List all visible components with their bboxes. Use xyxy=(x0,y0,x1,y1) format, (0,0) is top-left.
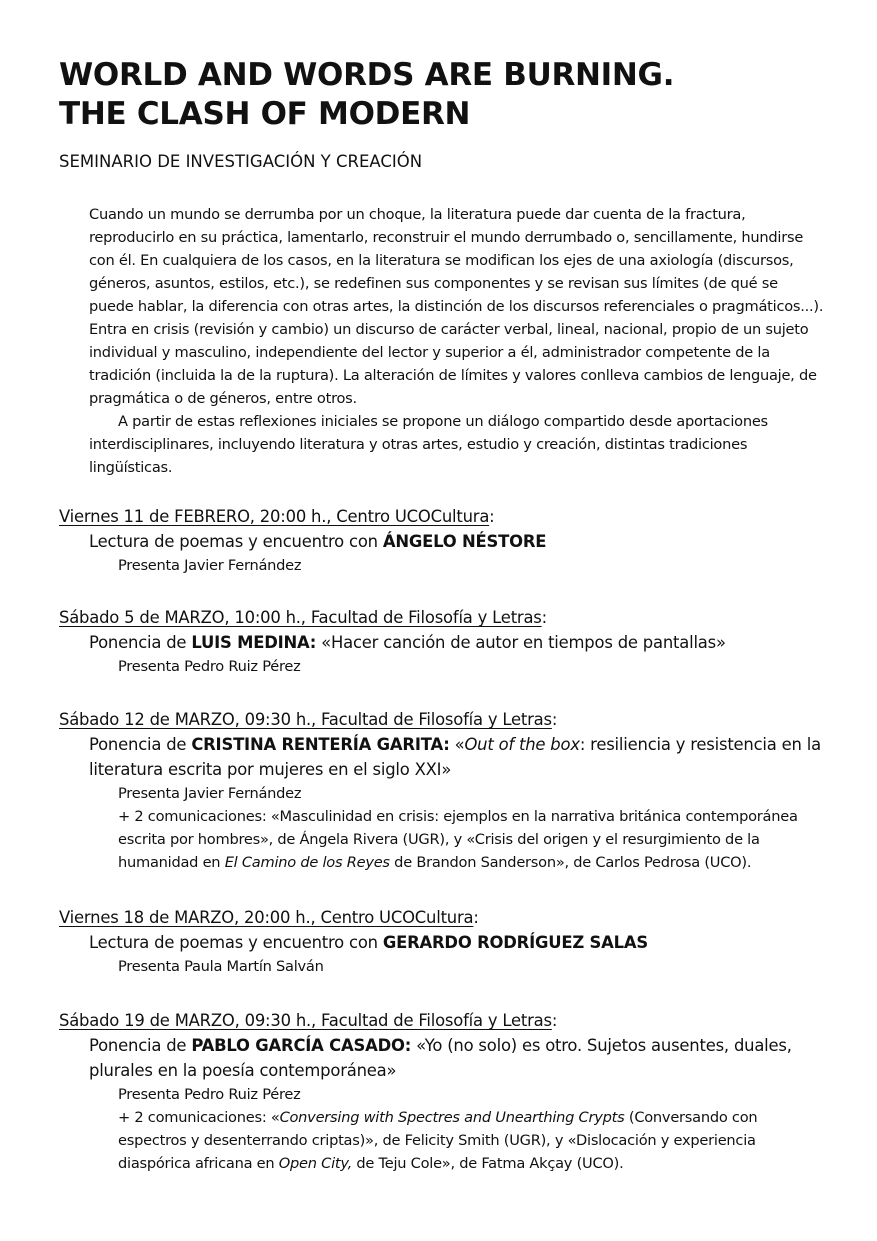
intro-paragraph-1: Cuando un mundo se derrumba por un choque, la literatura puede dar cuenta de la fractura, reproducirlo en su práctica, lamentarlo, reconstruir el mundo derrumbado o, sencillamente, hundirse con él. En cualquiera de los casos, en la literatura se modifican los ejes de una axiología (discursos, géneros, asuntos, estilos, etc.), se redefinen sus componentes y se revisan sus límites (de qué se puede hablar, la diferencia con otras artes, la distinción de los discursos referenciales o pragmáticos...). Entra en crisis (revisión y cambio) un discurso de carácter verbal, lineal, nacional, propio de un sujeto individual y masculino, independiente del lector y superior a él, administrador competente de la tradición (incluida la de la ruptura). La alteración de límites y valores conlleva cambios de lenguaje, de pragmática o de géneros, entre otros. xyxy=(89,206,824,407)
comms-italic-title-2: Open City, xyxy=(278,1155,353,1172)
event-talk-open: « xyxy=(449,735,465,754)
event-date: Sábado 12 de MARZO, 09:30 h., Facultad de Filosofía y Letras xyxy=(59,710,552,729)
comms-text-b: de Brandon Sanderson», de Carlos Pedrosa (UCO). xyxy=(389,854,752,871)
event-details xyxy=(118,655,829,678)
event-talk-title: «Hacer canción de autor en tiempos de pantallas» xyxy=(316,633,726,652)
event-date: Sábado 5 de MARZO, 10:00 h., Facultad de Filosofía y Letras xyxy=(59,608,542,627)
event-guest-name: PABLO GARCÍA CASADO: xyxy=(191,1036,412,1055)
title-line-2: THE CLASH OF MODERN xyxy=(59,96,471,132)
event-4 xyxy=(59,905,829,978)
event-guest-name: LUIS MEDINA: xyxy=(191,633,317,652)
event-presenter: Presenta Javier Fernández xyxy=(118,557,302,574)
event-description xyxy=(89,1033,829,1083)
event-prefix: Ponencia de xyxy=(89,735,192,754)
comms-end: de Teju Cole», de Fatma Akçay (UCO). xyxy=(352,1155,624,1172)
event-communications xyxy=(118,1106,829,1175)
event-details xyxy=(118,1083,829,1175)
event-prefix: Lectura de poemas y encuentro con xyxy=(89,532,383,551)
event-date-line: Sábado 19 de MARZO, 09:30 h., Facultad de Filosofía y Letras: xyxy=(59,1011,558,1030)
event-date: Sábado 19 de MARZO, 09:30 h., Facultad de Filosofía y Letras xyxy=(59,1011,552,1030)
event-communications xyxy=(118,805,829,874)
intro-text xyxy=(89,203,824,479)
event-talk-rest: : resiliencia y resistencia en la literatura escrita por mujeres en el siglo XXI» xyxy=(89,735,821,779)
event-1 xyxy=(59,504,829,577)
event-details xyxy=(118,782,829,874)
event-guest-name: CRISTINA RENTERÍA GARITA: xyxy=(191,735,450,754)
event-prefix: Lectura de poemas y encuentro con xyxy=(89,933,383,952)
event-guest-name: ÁNGELO NÉSTORE xyxy=(382,532,547,551)
event-details xyxy=(118,554,829,577)
comms-italic-title-1: Conversing with Spectres and Unearthing Crypts xyxy=(279,1109,625,1126)
event-3 xyxy=(59,707,829,874)
event-date: Viernes 11 de FEBRERO, 20:00 h., Centro UCOCultura xyxy=(59,507,490,526)
event-description xyxy=(89,732,829,782)
comms-middle: (Conversando con espectros y desenterrando criptas)», de Felicity Smith (UGR), y «Dislocación y experiencia diaspórica africana en xyxy=(118,1109,758,1172)
page-subtitle: SEMINARIO DE INVESTIGACIÓN Y CREACIÓN xyxy=(59,152,423,171)
comms-prefix: + 2 comunicaciones: « xyxy=(118,1109,280,1126)
event-description xyxy=(89,930,829,955)
event-date-line: Viernes 11 de FEBRERO, 20:00 h., Centro UCOCultura: xyxy=(59,507,495,526)
event-details xyxy=(118,955,829,978)
event-2 xyxy=(59,605,829,678)
event-5 xyxy=(59,1008,829,1175)
event-date-line: Sábado 12 de MARZO, 09:30 h., Facultad de Filosofía y Letras: xyxy=(59,710,558,729)
event-description xyxy=(89,630,829,655)
page-title xyxy=(59,56,674,134)
event-presenter: Presenta Pedro Ruiz Pérez xyxy=(118,658,301,675)
event-guest-name: GERARDO RODRÍGUEZ SALAS xyxy=(382,933,648,952)
intro-paragraph-2: A partir de estas reflexiones iniciales se propone un diálogo compartido desde aportaciones interdisciplinares, incluyendo literatura y otras artes, estudio y creación, distintas tradiciones lingüísticas. xyxy=(89,413,768,476)
event-presenter: Presenta Paula Martín Salván xyxy=(118,958,324,975)
event-talk-title: «Yo (no solo) es otro. Sujetos ausentes, duales, plurales en la poesía contemporánea» xyxy=(89,1036,792,1080)
event-date: Viernes 18 de MARZO, 20:00 h., Centro UCOCultura xyxy=(59,908,474,927)
event-description xyxy=(89,529,829,554)
event-presenter: Presenta Javier Fernández xyxy=(118,785,302,802)
event-date-line: Viernes 18 de MARZO, 20:00 h., Centro UCOCultura: xyxy=(59,908,479,927)
event-prefix: Ponencia de xyxy=(89,1036,192,1055)
event-prefix: Ponencia de xyxy=(89,633,192,652)
comms-italic-title: El Camino de los Reyes xyxy=(224,854,390,871)
event-presenter: Presenta Pedro Ruiz Pérez xyxy=(118,1086,301,1103)
comms-text-a: + 2 comunicaciones: «Masculinidad en crisis: ejemplos en la narrativa británica contemporánea escrita por hombres», de Ángela Rivera (UGR), y «Crisis del origen y el resurgimiento de la humanidad en xyxy=(118,808,798,871)
title-line-1: WORLD AND WORDS ARE BURNING. xyxy=(59,57,675,93)
event-talk-italic: Out of the box xyxy=(464,735,580,754)
event-date-line: Sábado 5 de MARZO, 10:00 h., Facultad de Filosofía y Letras: xyxy=(59,608,547,627)
